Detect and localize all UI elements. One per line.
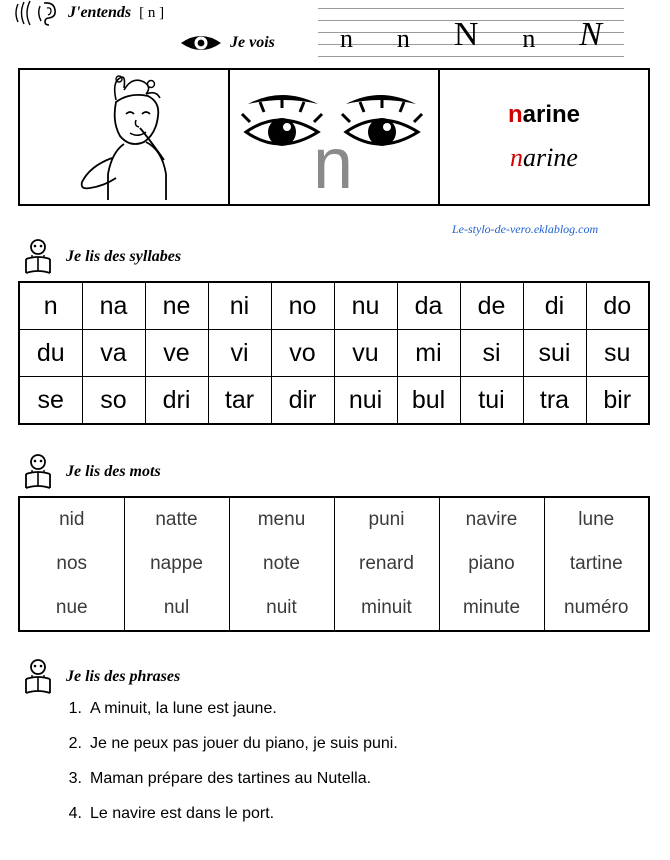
table-row (19, 586, 649, 631)
syllables-title: Je lis des syllabes (66, 248, 182, 265)
syllable-cell: sui (523, 330, 586, 377)
syllable-cell: vi (208, 330, 271, 377)
word-cursive-initial: n (510, 143, 524, 172)
words-heading (18, 455, 161, 489)
syllable-cell: se (19, 377, 82, 425)
word-cell: minute (439, 586, 544, 631)
syllable-cell: vu (334, 330, 397, 377)
syllable-cell: no (271, 282, 334, 330)
syllable-cell: tui (460, 377, 523, 425)
sentence-text: Maman prépare des tartines au Nutella. (90, 770, 372, 787)
staff-letter: N (453, 16, 479, 53)
word-cell: piano (439, 542, 544, 586)
reader-icon (18, 657, 58, 697)
syllable-cell: da (397, 282, 460, 330)
eyes-illustration-icon (230, 70, 436, 204)
eyes-panel (230, 70, 440, 204)
syllable-cell: do (586, 282, 649, 330)
hear-label: J'entends (68, 4, 132, 21)
blog-credit: Le-stylo-de-vero.eklablog.com (452, 222, 599, 236)
reader-icon (18, 452, 58, 492)
word-cell: tartine (544, 542, 649, 586)
sentence-text: Je ne peux pas jouer du piano, je suis puni. (90, 735, 398, 752)
syllable-cell: mi (397, 330, 460, 377)
syllable-cell: ve (145, 330, 208, 377)
list-item (56, 700, 636, 718)
syllable-cell: ne (145, 282, 208, 330)
sentence-number: 2. (68, 735, 82, 752)
syllable-cell: nui (334, 377, 397, 425)
table-row (19, 497, 649, 542)
sentences-list (56, 700, 636, 840)
syllable-cell: vo (271, 330, 334, 377)
eye-icon (178, 31, 224, 55)
word-cell: nos (19, 542, 124, 586)
word-print (508, 101, 580, 129)
table-row (19, 330, 649, 377)
word-cell: renard (334, 542, 439, 586)
syllable-cell: dri (145, 377, 208, 425)
see-row (178, 28, 328, 58)
staff-letter: n (396, 24, 410, 53)
syllable-cell: va (82, 330, 145, 377)
word-cell: nuit (229, 586, 334, 631)
words-table (18, 496, 650, 632)
word-cell: natte (124, 497, 229, 542)
reader-icon (18, 237, 58, 277)
handwriting-staff (318, 2, 624, 58)
table-row (19, 542, 649, 586)
illustration-panel (20, 70, 230, 204)
staff-letter: n (339, 24, 353, 53)
word-cursive-rest: arine (523, 143, 578, 172)
syllable-cell: di (523, 282, 586, 330)
syllable-cell: n (19, 282, 82, 330)
word-cursive (510, 143, 578, 173)
syllable-cell: de (460, 282, 523, 330)
syllable-cell: dir (271, 377, 334, 425)
syllables-table (18, 281, 650, 425)
see-label: Je vois (230, 34, 275, 51)
word-panel (440, 70, 648, 204)
syllable-cell: tra (523, 377, 586, 425)
ear-icon (14, 0, 62, 26)
syllable-cell: ni (208, 282, 271, 330)
words-title: Je lis des mots (66, 463, 161, 480)
syllable-cell: si (460, 330, 523, 377)
word-cell: nue (19, 586, 124, 631)
word-cell: lune (544, 497, 649, 542)
word-cell: menu (229, 497, 334, 542)
syllable-cell: na (82, 282, 145, 330)
sentence-text: Le navire est dans le port. (90, 805, 275, 822)
table-row (19, 377, 649, 425)
picture-panels (18, 68, 650, 206)
syllable-cell: du (19, 330, 82, 377)
word-cell: puni (334, 497, 439, 542)
list-item (56, 805, 636, 823)
sentence-number: 4. (68, 805, 82, 822)
sentence-number: 3. (68, 770, 82, 787)
list-item (56, 735, 636, 753)
sentences-title: Je lis des phrases (66, 668, 181, 685)
table-row (19, 282, 649, 330)
word-cell: minuit (334, 586, 439, 631)
word-cell: nul (124, 586, 229, 631)
syllable-cell: tar (208, 377, 271, 425)
word-cell: navire (439, 497, 544, 542)
staff-letter: n (522, 24, 536, 53)
letter-n-glyph: n (312, 124, 354, 204)
word-print-initial: n (507, 101, 523, 128)
hear-row (14, 0, 314, 26)
syllable-cell: bir (586, 377, 649, 425)
syllable-cell: su (586, 330, 649, 377)
staff-letters (318, 2, 624, 58)
word-cell: numéro (544, 586, 649, 631)
syllable-cell: nu (334, 282, 397, 330)
syllable-cell: so (82, 377, 145, 425)
word-print-rest: arine (522, 101, 581, 128)
staff-letter-cursive: N (579, 16, 602, 53)
word-cell: nappe (124, 542, 229, 586)
syllable-cell: bul (397, 377, 460, 425)
word-cell: note (229, 542, 334, 586)
sentences-heading (18, 660, 180, 694)
list-item (56, 770, 636, 788)
child-drawing-icon (20, 70, 226, 204)
sentence-number: 1. (68, 700, 82, 717)
phoneme-value: [ n ] (139, 4, 165, 21)
syllables-heading (18, 240, 181, 274)
sentence-text: A minuit, la lune est jaune. (90, 700, 277, 717)
word-cell: nid (19, 497, 124, 542)
